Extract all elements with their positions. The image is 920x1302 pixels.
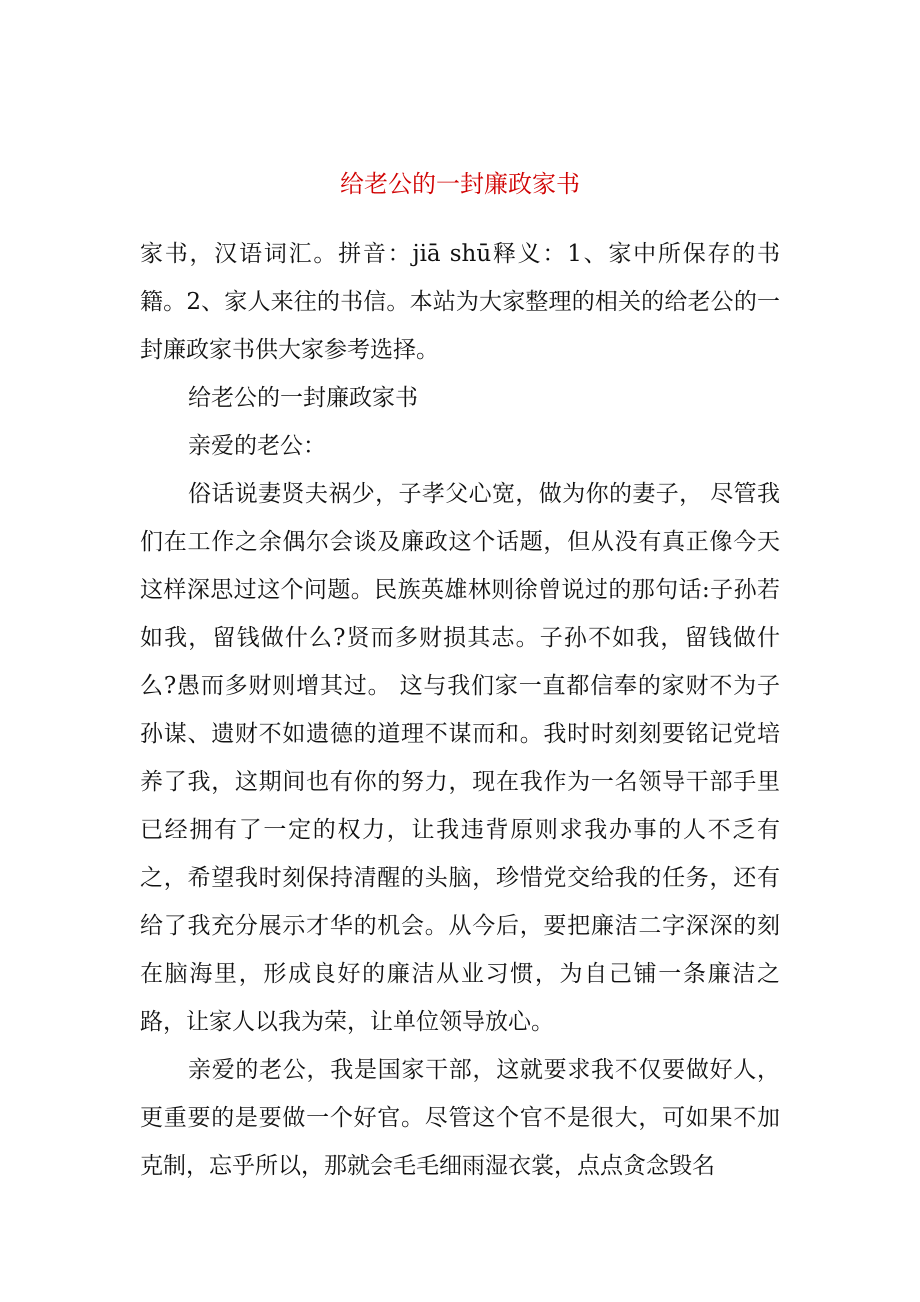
letter-paragraph: 俗话说妻贤夫祸少，子孝父心宽，做为你的妻子， 尽管我们在工作之余偶尔会谈及廉政这个话题，但从没有真正像今天这样深思过这个问题。民族英雄林则徐曾说过的那句话:子孙若如我，留钱做什么?贤而多财损其志。子孙不如我，留钱做什么?愚而多财则增其过。 这与我们家一直都信奉的家财不为子孙谋、遗财不如遗德的道理不谋而和。我时时刻刻要铭记党培养了我，这期间也有你的努力，现在我作为一名领导干部手里已经拥有了一定的权力，让我违背原则求我办事的人不乏有之，希望我时刻保持清醒的头脑，珍惜党交给我的任务，还有给了我充分展示才华的机会。从今后，要把廉洁二字深深的刻在脑海里，形成良好的廉洁从业习惯，为自己铺一条廉洁之路，让家人以我为荣，让单位领导放心。 (140, 481, 780, 1035)
letter-salutation: 亲爱的老公： (188, 433, 326, 459)
letter-heading: 给老公的一封廉政家书 (188, 385, 418, 411)
intro-block (140, 230, 780, 374)
document-title: 给老公的一封廉政家书 (340, 170, 580, 198)
intro-paragraph: 家书，汉语词汇。拼音：jiā shū释义：1、家中所保存的书籍。2、家人来往的书信。本站为大家整理的相关的给老公的一封廉政家书供大家参考选择。 (140, 241, 780, 363)
letter-paragraph: 亲爱的老公，我是国家干部，这就要求我不仅要做好人，更重要的是要做一个好官。尽管这个官不是很大，可如果不加克制，忘乎所以，那就会毛毛细雨湿衣裳，点点贪念毁名 (140, 1057, 780, 1179)
letter-body (140, 374, 780, 1190)
